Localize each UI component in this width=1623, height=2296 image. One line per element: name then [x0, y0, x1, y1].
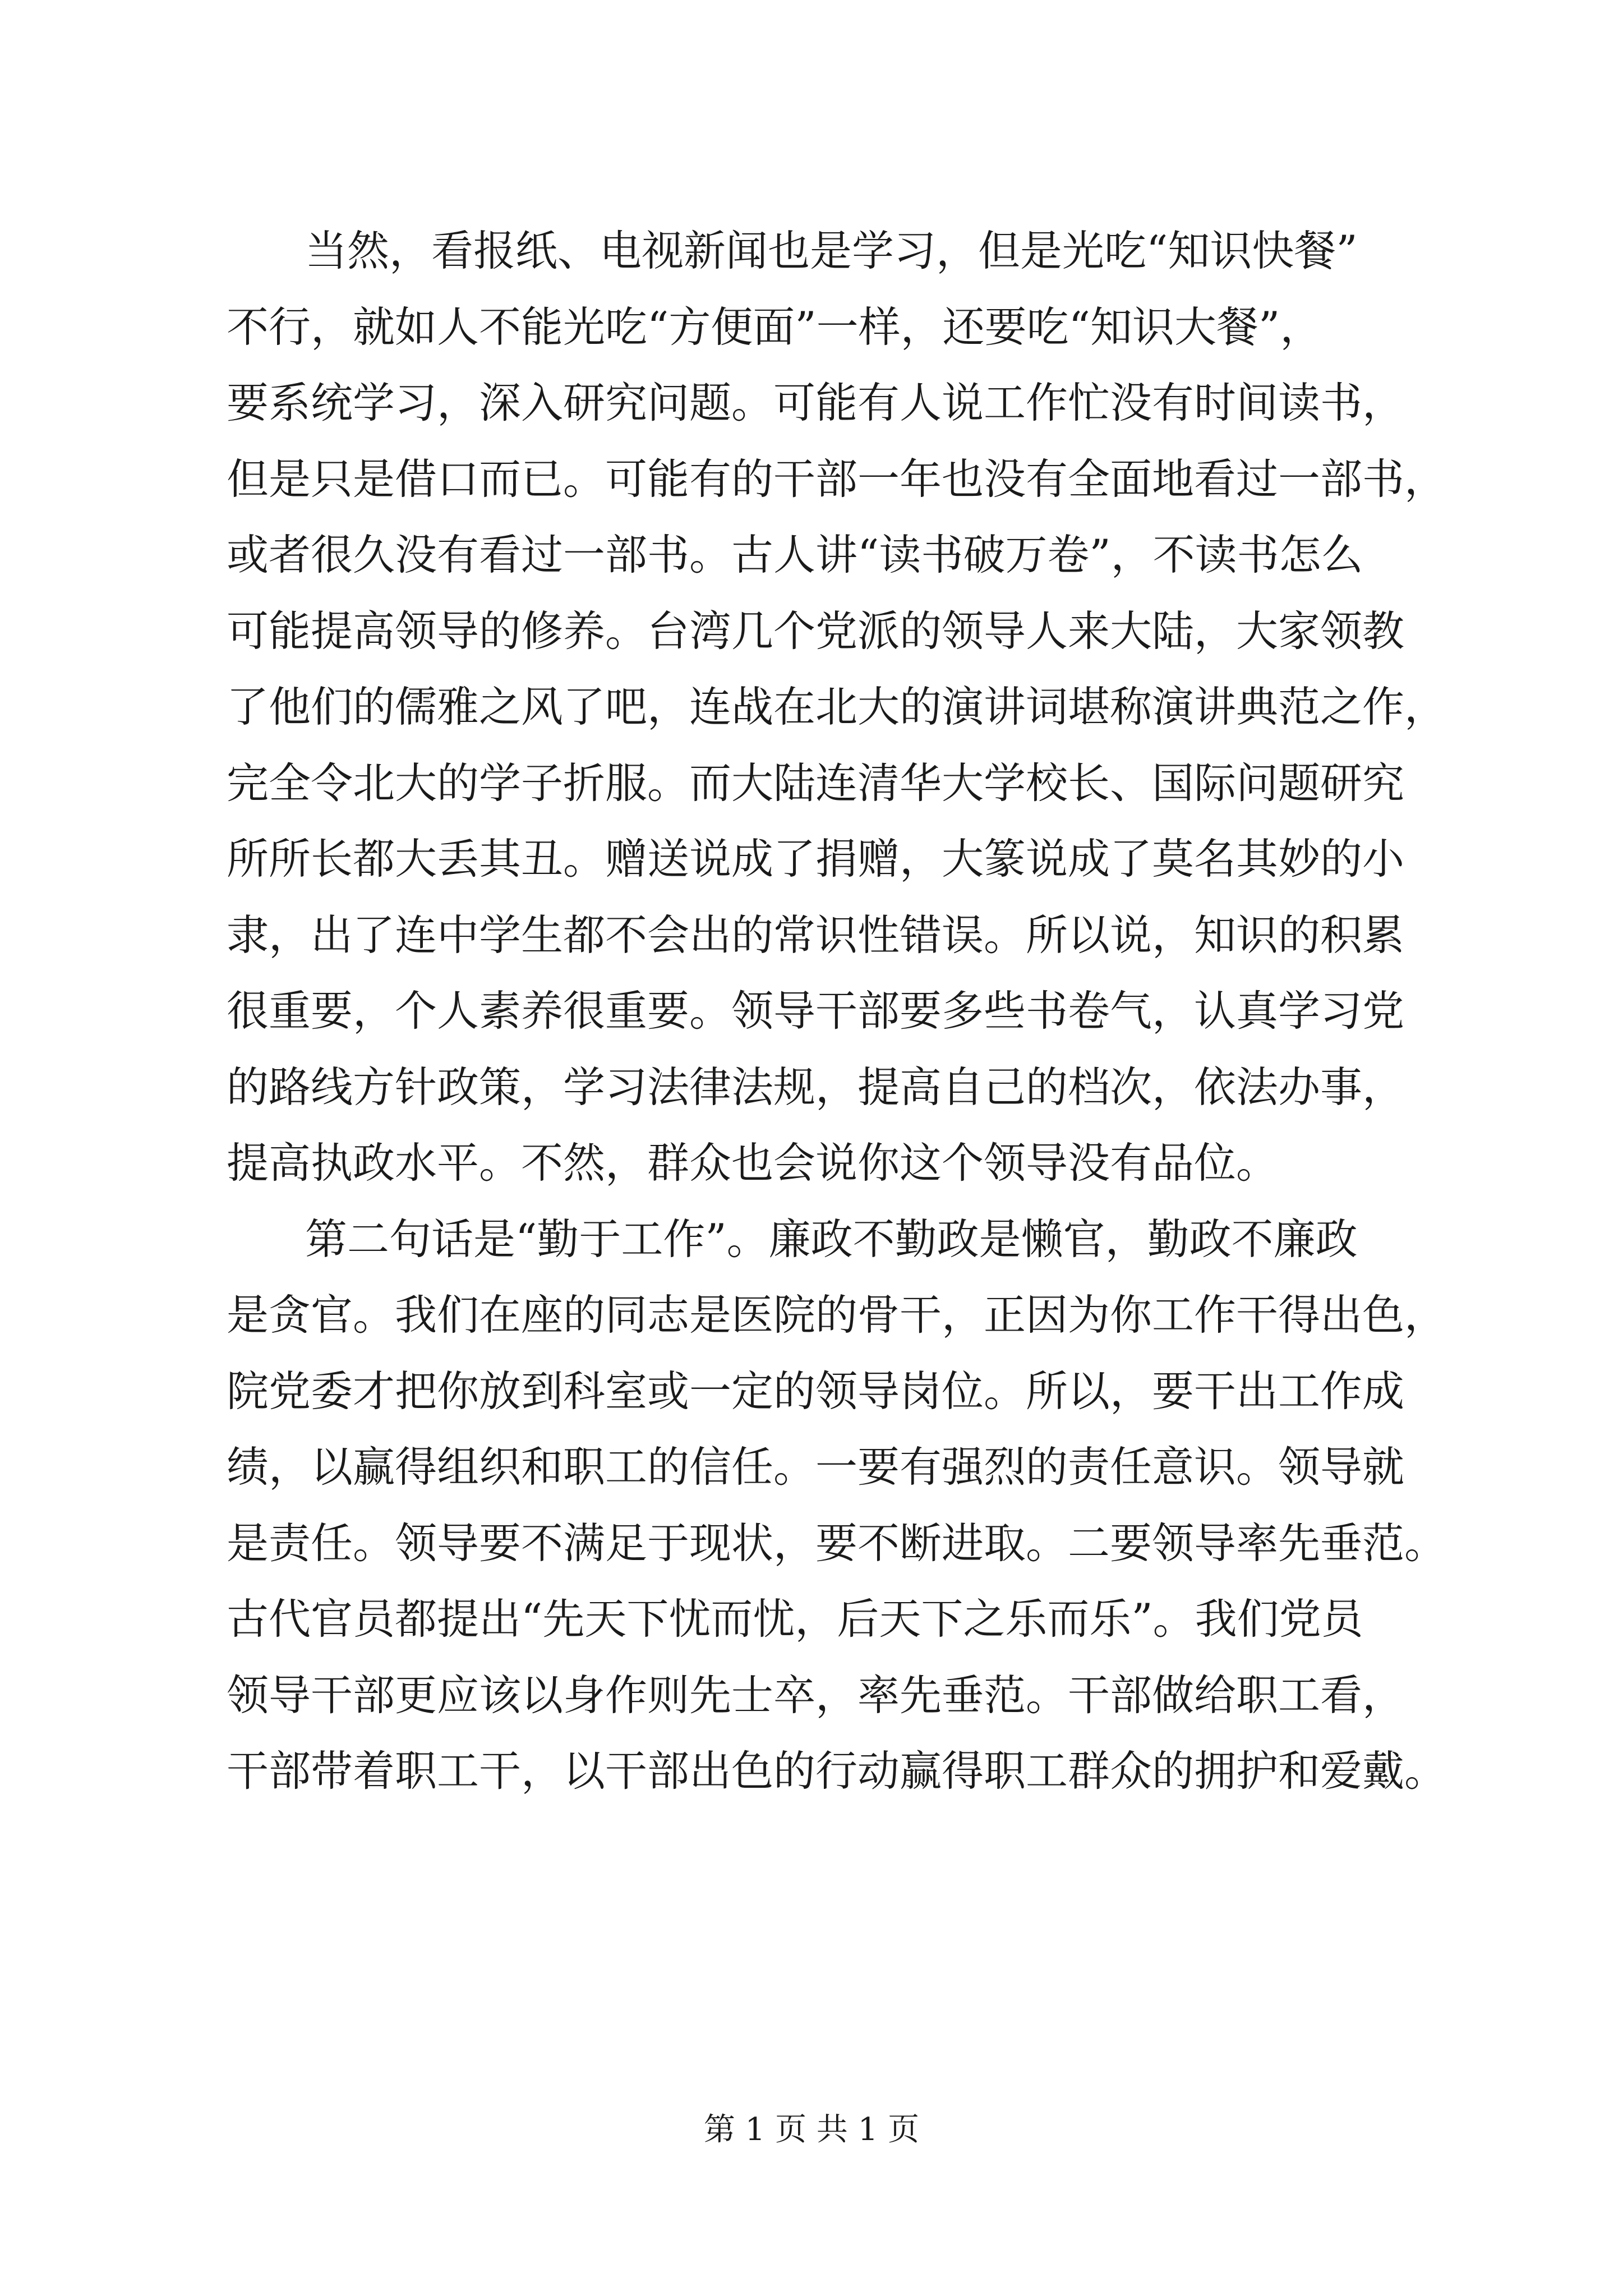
text-line: 要系统学习，深入研究问题。可能有人说工作忙没有时间读书，	[227, 378, 1405, 427]
text-line: 不行，就如人不能光吃“方便面”一样，还要吃“知识大餐”，	[227, 302, 1322, 352]
text-line: 的路线方针政策，学习法律法规，提高自己的档次，依法办事，	[227, 1062, 1405, 1112]
text-line: 很重要，个人素养很重要。领导干部要多些书卷气，认真学习党	[227, 986, 1405, 1036]
document-body	[227, 213, 1447, 1810]
text-line: 是责任。领导要不满足于现状，要不断进取。二要领导率先垂范。	[227, 1518, 1447, 1568]
text-line: 可能提高领导的修养。台湾几个党派的领导人来大陆，大家领教	[227, 606, 1405, 656]
text-line: 古代官员都提出“先天下忧而忧，后天下之乐而乐”。我们党员	[227, 1594, 1363, 1644]
text-line: 绩，以赢得组织和职工的信任。一要有强烈的责任意识。领导就	[227, 1442, 1405, 1492]
text-line: 干部带着职工干，以干部出色的行动赢得职工群众的拥护和爱戴。	[227, 1746, 1447, 1796]
text-line: 了他们的儒雅之风了吧，连战在北大的演讲词堪称演讲典范之作，	[227, 682, 1447, 731]
text-line: 是贪官。我们在座的同志是医院的骨干，正因为你工作干得出色，	[227, 1290, 1447, 1340]
text-line: 当然，看报纸、电视新闻也是学习，但是光吃“知识快餐”	[305, 226, 1358, 275]
text-line: 第二句话是“勤于工作”。廉政不勤政是懒官，勤政不廉政	[305, 1214, 1358, 1264]
text-line: 或者很久没有看过一部书。古人讲“读书破万卷”，不读书怎么	[227, 530, 1363, 579]
text-line: 提高执政水平。不然，群众也会说你这个领导没有品位。	[227, 1138, 1279, 1188]
page-footer	[0, 2105, 1623, 2150]
text-line: 但是只是借口而已。可能有的干部一年也没有全面地看过一部书，	[227, 454, 1447, 504]
text-line: 完全令北大的学子折服。而大陆连清华大学校长、国际问题研究	[227, 758, 1405, 808]
page-number-label: 第 1 页 共 1 页	[703, 2111, 920, 2148]
text-line: 隶，出了连中学生都不会出的常识性错误。所以说，知识的积累	[227, 910, 1405, 960]
text-line: 所所长都大丢其丑。赠送说成了捐赠，大篆说成了莫名其妙的小	[227, 834, 1405, 884]
text-line: 领导干部更应该以身作则先士卒，率先垂范。干部做给职工看，	[227, 1670, 1405, 1720]
text-line: 院党委才把你放到科室或一定的领导岗位。所以，要干出工作成	[227, 1366, 1405, 1416]
